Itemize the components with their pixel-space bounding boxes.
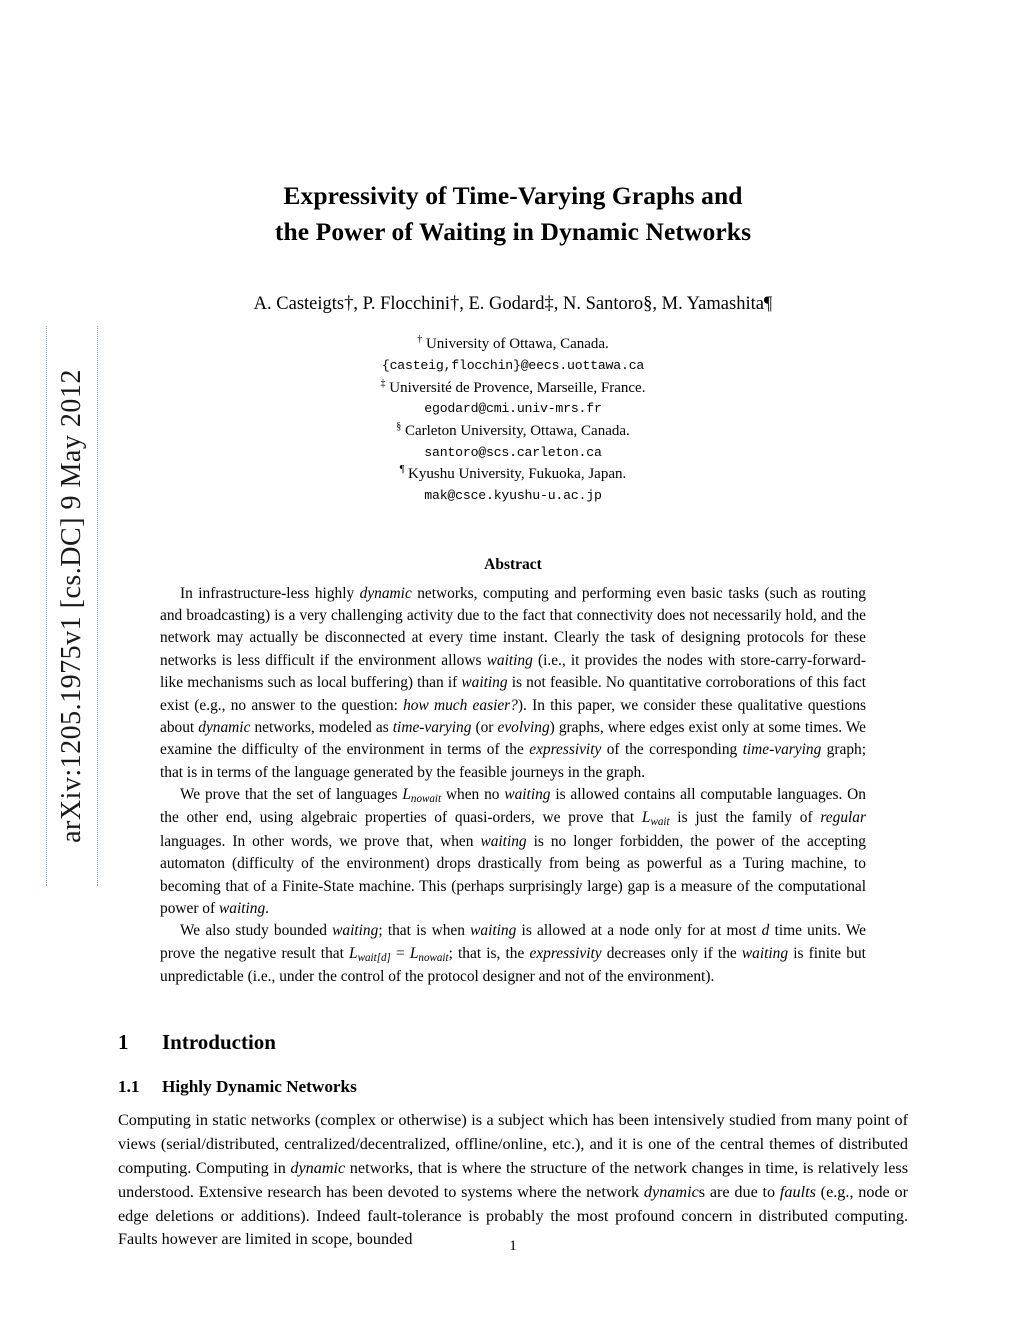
- title-line-1: Expressivity of Time-Varying Graphs and: [283, 181, 743, 210]
- subsection-number: 1.1: [118, 1077, 140, 1097]
- subsection-heading: [118, 1077, 908, 1097]
- abstract-paragraph-1: We prove that the set of languages $L_{nowait}$ when no waiting is allowed contains all computable languages. On the other end, using algebraic properties of quasi-orders, we prove that $L_{wait}$ is just the family of regular languages. In other words, we prove that, when waiting is no longer forbidden, the power of the accepting automaton (difficulty of the environment) drops drastically from being as powerful as a Turing machine, to becoming that of a Finite-State machine. This (perhaps surprisingly large) gap is a measure of the computational power of waiting.: [160, 786, 866, 917]
- affiliation-item: [118, 462, 908, 486]
- section-number: 1: [118, 1030, 129, 1055]
- page-number: 1: [509, 1238, 517, 1254]
- affiliation-place-2: § Carleton University, Ottawa, Canada.: [396, 421, 630, 439]
- affiliation-place-0: † University of Ottawa, Canada.: [417, 334, 609, 353]
- abstract-paragraph-0: In infrastructure-less highly dynamic networks, computing and performing even basic tasks (such as routing and broadcasting) is a very challenging activity due to the fact that connectivity does not necessarily hold, and the network may actually be disconnected at every time instant. Clearly the task of designing protocols for these networks is less difficult if the environment allows waiting (i.e., it provides the nodes with store-carry-forward-like mechanisms such as local buffering) than if waiting is not feasible. No quantitative corroborations of this fact exist (e.g., no answer to the question: how much easier?). In this paper, we consider these qualitative questions about dynamic networks, modeled as time-varying (or evolving) graphs, where edges exist only at some times. We examine the difficulty of the environment in terms of the expressivity of the corresponding time-varying graph; that is in terms of the language generated by the feasible journeys in the graph.: [160, 584, 867, 781]
- abstract-heading: Abstract: [484, 555, 542, 573]
- affiliation-email-1: egodard@cmi.univ-mrs.fr: [424, 401, 602, 417]
- affiliation-item: [118, 376, 908, 400]
- affiliation-marker-1: ‡: [380, 377, 386, 389]
- author-list: A. Casteigts†, P. Flocchini†, E. Godard‡, N. Santoro§, M. Yamashita¶: [253, 294, 773, 315]
- affiliation-block: [118, 332, 908, 505]
- affiliation-item: [118, 332, 908, 356]
- affiliation-marker-0: †: [417, 334, 423, 346]
- affiliation-item: [118, 419, 908, 443]
- paper-page: [118, 0, 908, 1325]
- stamp-divider-top: [46, 326, 47, 886]
- page-title: [118, 178, 908, 250]
- stamp-divider-bottom: [97, 326, 98, 886]
- affiliation-marker-2: §: [396, 421, 402, 432]
- affiliation-marker-3: ¶: [399, 464, 405, 476]
- arxiv-stamp: [56, 326, 88, 886]
- abstract-paragraph-2: We also study bounded waiting; that is when waiting is allowed at a node only for at most d time units. We prove the negative result that $L_{wait[d]} = L_{nowait}$; that is, the expressivity decreases only if the waiting is finite but unpredictable (i.e., under the control of the protocol designer and not of the environment).: [160, 922, 866, 985]
- affiliation-email-3: mak@csce.kyushu-u.ac.jp: [424, 487, 602, 503]
- subsection-title: Highly Dynamic Networks: [162, 1077, 357, 1097]
- affiliation-place-3: ¶ Kyushu University, Fukuoka, Japan.: [399, 464, 627, 483]
- affiliation-place-1: ‡ Université de Provence, Marseille, France.: [380, 377, 646, 396]
- affiliation-email-2: santoro@scs.carleton.ca: [424, 444, 602, 460]
- intro-paragraph: Computing in static networks (complex or otherwise) is a subject which has been intensively studied from many point of views (serial/distributed, centralized/decentralized, offline/online, etc.), and it is one of the central themes of distributed computing. Computing in dynamic networks, that is where the structure of the network changes in time, is relatively less understood. Extensive research has been devoted to systems where the network dynamics are due to faults (e.g., node or edge deletions or additions). Indeed fault-tolerance is probably the most profound concern in distributed computing. Faults however are limited in scope, bounded: [118, 1111, 909, 1249]
- affiliation-email-0: {casteig,flocchin}@eecs.uottawa.ca: [381, 357, 645, 373]
- abstract-body: [160, 583, 866, 989]
- section-title: Introduction: [162, 1030, 276, 1055]
- arxiv-stamp-text: arXiv:1205.1975v1 [cs.DC] 9 May 2012: [56, 369, 87, 843]
- title-line-2: the Power of Waiting in Dynamic Networks: [274, 217, 752, 247]
- section-heading: [118, 1030, 908, 1055]
